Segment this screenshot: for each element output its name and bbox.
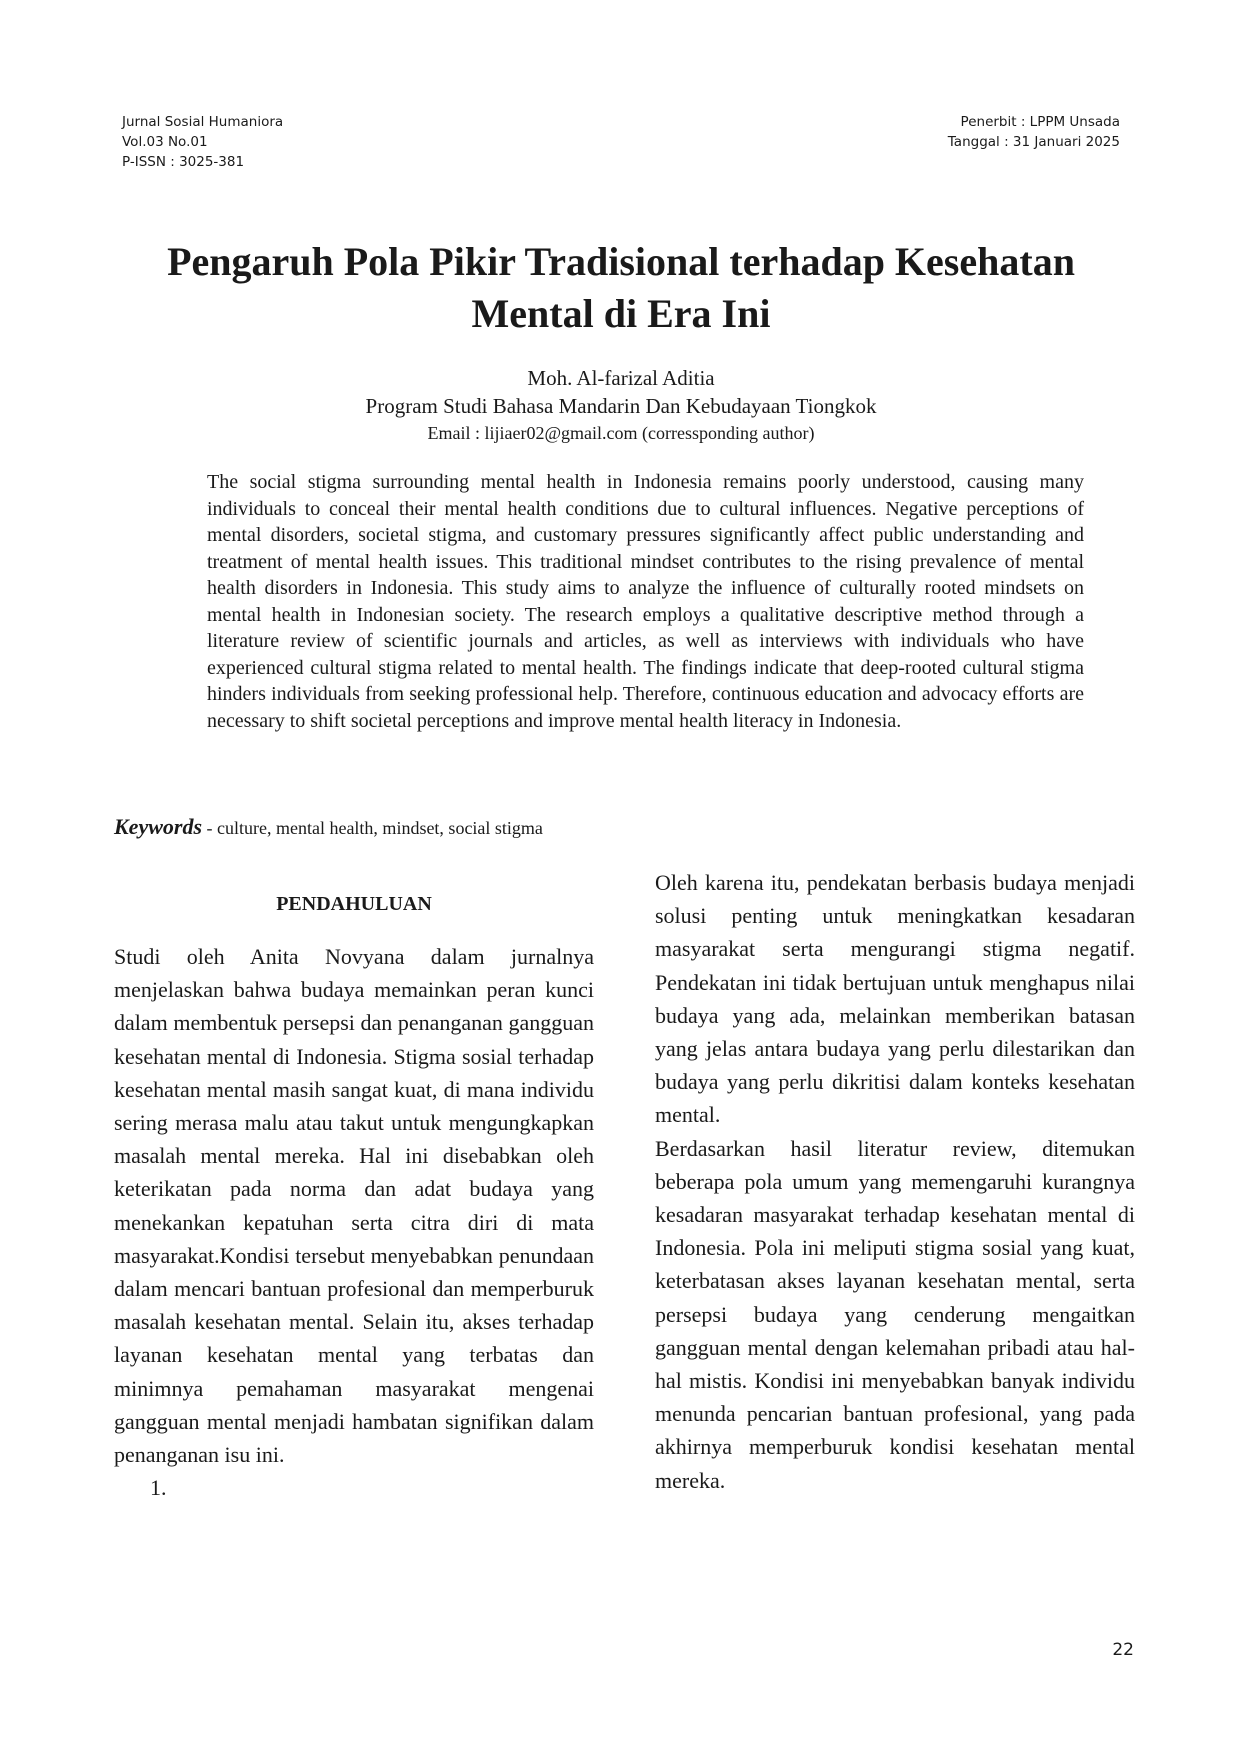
intro-paragraph-left: Studi oleh Anita Novyana dalam jurnalnya menjelaskan bahwa budaya memainkan peran kunci dalam membentuk persepsi dan penanganan gangguan kesehatan mental di Indonesia. Stigma sosial terhadap kesehatan mental masih sangat kuat, di mana individu sering merasa malu atau takut untuk mengungkapkan masalah mental mereka. Hal ini disebabkan oleh keterikatan pada norma dan adat budaya yang menekankan kepatuhan serta citra diri di mata masyarakat.Kondisi tersebut menyebabkan penundaan dalam mencari bantuan profesional dan memperburuk masalah kesehatan mental. Selain itu, akses terhadap layanan kesehatan mental yang terbatas dan minimnya pemahaman masyarakat mengenai gangguan mental menjadi hambatan signifikan dalam penanganan isu ini.	[114, 944, 594, 1468]
journal-volume: Vol.03 No.01	[122, 134, 208, 150]
journal-header-left	[122, 112, 283, 172]
publisher: Penerbit : LPPM Unsada	[960, 114, 1120, 130]
paper-title-line-1: Pengaruh Pola Pikir Tradisional terhadap Kesehatan	[167, 239, 1075, 284]
publication-date: Tanggal : 31 Januari 2025	[947, 134, 1120, 150]
journal-issn: P-ISSN : 3025-381	[122, 154, 245, 170]
keywords	[114, 813, 543, 842]
list-marker: 1.	[150, 1475, 167, 1501]
author-name: Moh. Al-farizal Aditia	[527, 366, 715, 390]
keywords-label: Keywords	[114, 814, 202, 839]
journal-name: Jurnal Sosial Humaniora	[122, 114, 284, 130]
right-column	[655, 866, 1135, 1497]
journal-header-right	[948, 112, 1120, 152]
keywords-list: culture, mental health, mindset, social stigma	[217, 818, 543, 838]
author-affiliation: Program Studi Bahasa Mandarin Dan Kebudayaan Tiongkok	[365, 394, 877, 418]
author-block	[122, 364, 1120, 446]
section-heading: PENDAHULUAN	[276, 893, 432, 915]
page-number: 22	[1112, 1640, 1134, 1660]
author-email: Email : lijiaer02@gmail.com (corressponding author)	[427, 423, 815, 443]
paper-title	[122, 236, 1120, 340]
left-column	[114, 890, 594, 1504]
intro-paragraph-right-1: Oleh karena itu, pendekatan berbasis budaya menjadi solusi penting untuk meningkatkan kesadaran masyarakat serta mengurangi stigma negatif. Pendekatan ini tidak bertujuan untuk menghapus nilai budaya yang ada, melainkan memberikan batasan yang jelas antara budaya yang perlu dilestarikan dan budaya yang perlu dikritisi dalam konteks kesehatan mental.	[655, 870, 1135, 1128]
keywords-separator: -	[202, 818, 217, 838]
abstract: The social stigma surrounding mental health in Indonesia remains poorly understood, causing many individuals to conceal their mental health conditions due to cultural influences. Negative perceptions of mental disorders, societal stigma, and customary pressures significantly affect public understanding and treatment of mental health issues. This traditional mindset contributes to the rising prevalence of mental health disorders in Indonesia. This study aims to analyze the influence of culturally rooted mindsets on mental health in Indonesian society. The research employs a qualitative descriptive method through a literature review of scientific journals and articles, as well as interviews with individuals who have experienced cultural stigma related to mental health. The findings indicate that deep-rooted cultural stigma hinders individuals from seeking professional help. Therefore, continuous education and advocacy efforts are necessary to shift societal perceptions and improve mental health literacy in Indonesia.	[207, 471, 1084, 732]
paper-title-line-2: Mental di Era Ini	[471, 291, 771, 336]
intro-paragraph-right-2: Berdasarkan hasil literatur review, ditemukan beberapa pola umum yang memengaruhi kurangnya kesadaran masyarakat terhadap kesehatan mental di Indonesia. Pola ini meliputi stigma sosial yang kuat, keterbatasan akses layanan kesehatan mental, serta persepsi budaya yang cenderung mengaitkan gangguan mental dengan kelemahan pribadi atau hal-hal mistis. Kondisi ini menyebabkan banyak individu menunda pencarian bantuan profesional, yang pada akhirnya memperburuk kondisi kesehatan mental mereka.	[655, 1135, 1135, 1493]
